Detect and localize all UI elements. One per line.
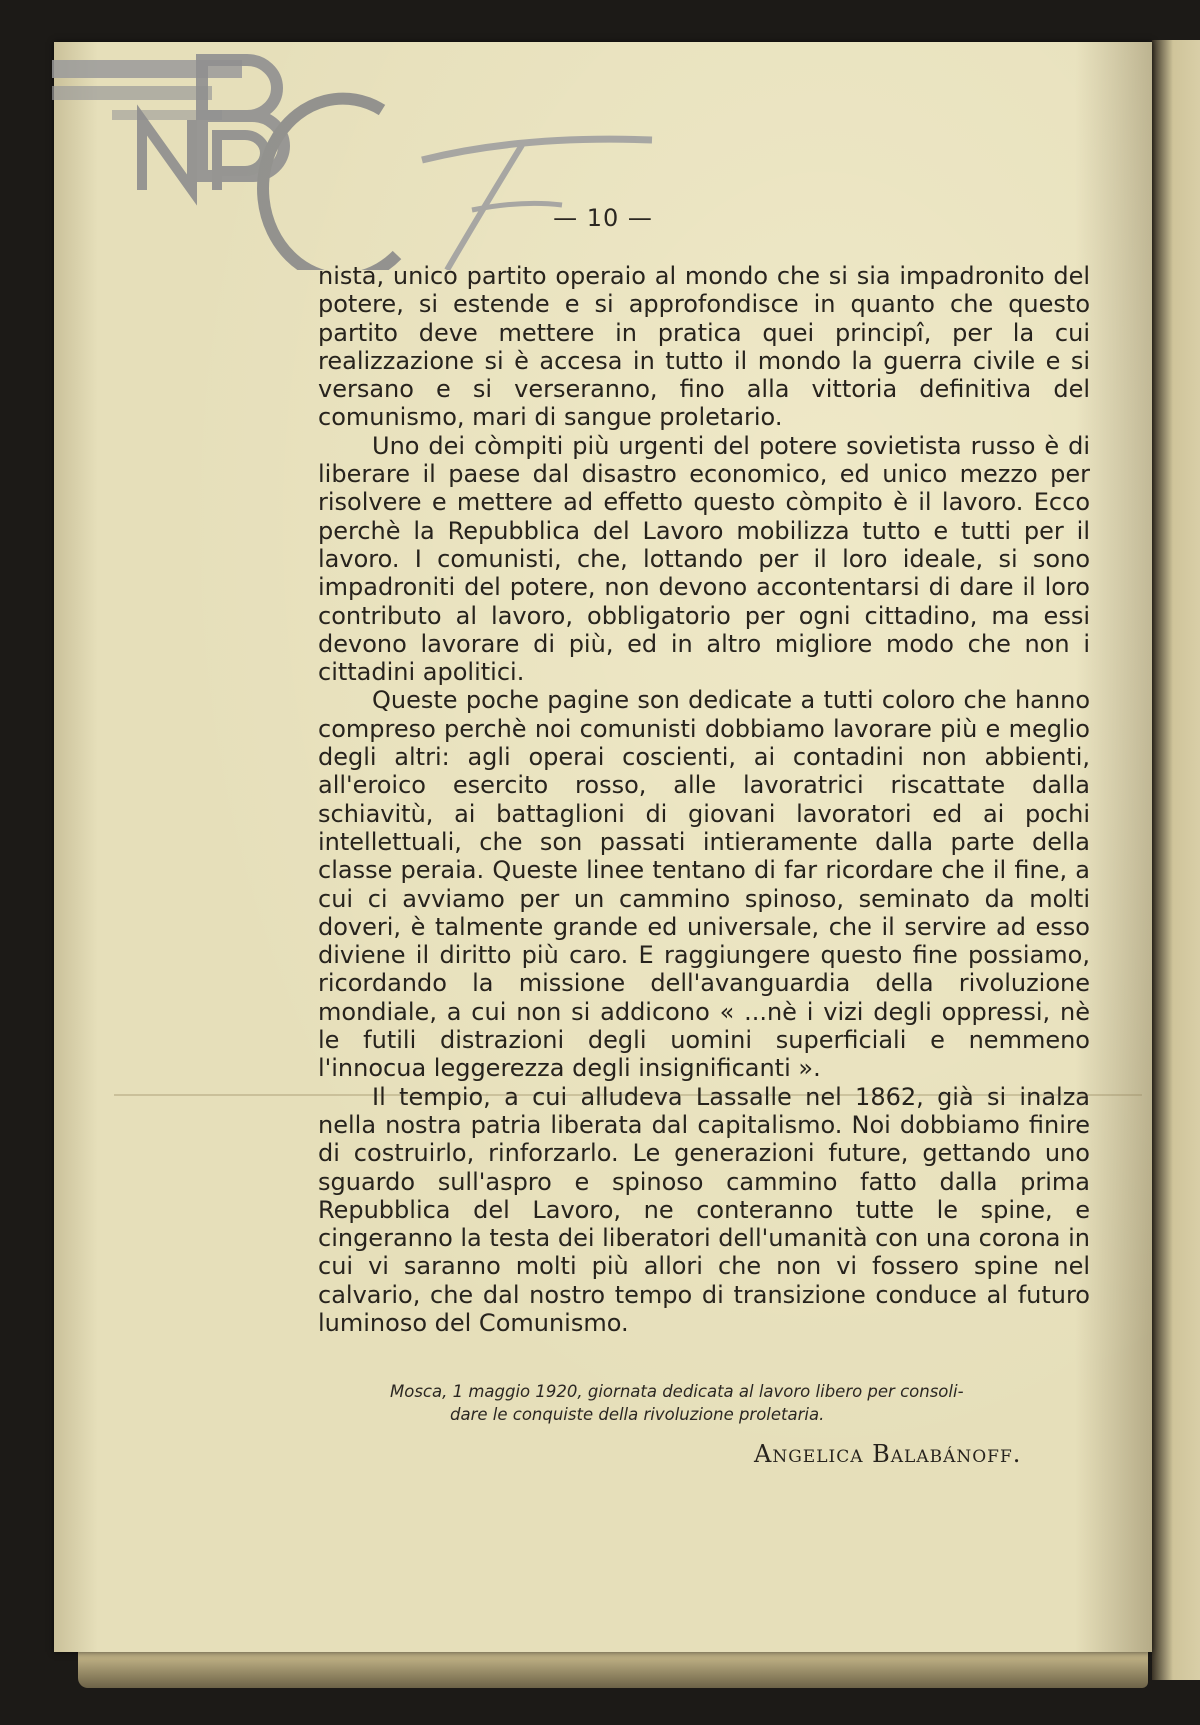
library-watermark-logo [52, 40, 692, 270]
facing-page-edge [1152, 40, 1200, 1680]
paragraph-3: Queste poche pagine son dedicate a tutti coloro che hanno compreso perchè noi comunisti dobbiamo lavorare più e meglio degli altri: agli operai coscienti, ai contadini non abbienti, all'eroico esercito rosso, alle lavoratrici riscattate dalla schiavitù, ai battaglioni di giovani lavoratori ed ai pochi intellettuali, che son passati intieramente dalla parte della classe peraia. Queste linee tentano di far ricordare che il fine, a cui ci avviamo per un cammino spinoso, seminato da molti doveri, è talmente grande ed universale, che il servire ad esso diviene il diritto più caro. E raggiungere questo fine possiamo, ricordando la missione dell'avanguardia della rivoluzione mondiale, a cui non si addicono « ...nè i vizi degli oppressi, nè le futili distrazioni degli uomini superficiali e nemmeno l'innocua leggerezza degli insignificanti ». [318, 686, 1090, 1083]
dateline [390, 1380, 1090, 1426]
author-signature: Angelica Balabánoff. [754, 1440, 1022, 1468]
paragraph-4: Il tempio, a cui alludeva Lassalle nel 1862, già si inalza nella nostra patria liberata dal capitalismo. Noi dobbiamo finire di costruirlo, rinforzarlo. Le generazioni future, gettando uno sguardo sull'aspro e spinoso cammino fatto dalla prima Repubblica del Lavoro, ne conteranno tutte le spine, e cingeranno la testa dei liberatori dell'umanità con una corona in cui vi saranno molti più allori che non vi fossero spine nel calvario, che dal nostro tempo di transizione conduce al futuro luminoso del Comunismo. [318, 1082, 1090, 1337]
dateline-line-1: Mosca, 1 maggio 1920, giornata dedicata al lavoro libero per consoli- [390, 1382, 964, 1401]
body-text [318, 262, 1090, 1337]
paragraph-2: Uno dei còmpiti più urgenti del potere sovietista russo è di liberare il paese dal disastro economico, ed unico mezzo per risolvere e mettere ad effetto questo còmpito è il lavoro. Ecco perchè la Repubblica del Lavoro mobilizza tutto e tutti per il lavoro. I comunisti, che, lottando per il loro ideale, si sono impadroniti del potere, non devono accontentarsi di dare il loro contributo al lavoro, obbligatorio per ogni cittadino, ma essi devono lavorare di più, ed in altro migliore modo che non i cittadini apolitici. [318, 431, 1090, 687]
dateline-line-2: dare le conquiste della rivoluzione proletaria. [450, 1405, 825, 1424]
document-page [54, 42, 1152, 1652]
page-number: — 10 — [553, 204, 653, 232]
paragraph-1: nista, unico partito operaio al mondo che si sia impadronito del potere, si estende e si approfondisce in quanto che questo partito deve mettere in pratica quei principî, per la cui realizzazione si è accesa in tutto il mondo la guerra civile e si versano e si verseranno, fino alla vittoria definitiva del comunismo, mari di sangue proletario. [318, 262, 1090, 432]
